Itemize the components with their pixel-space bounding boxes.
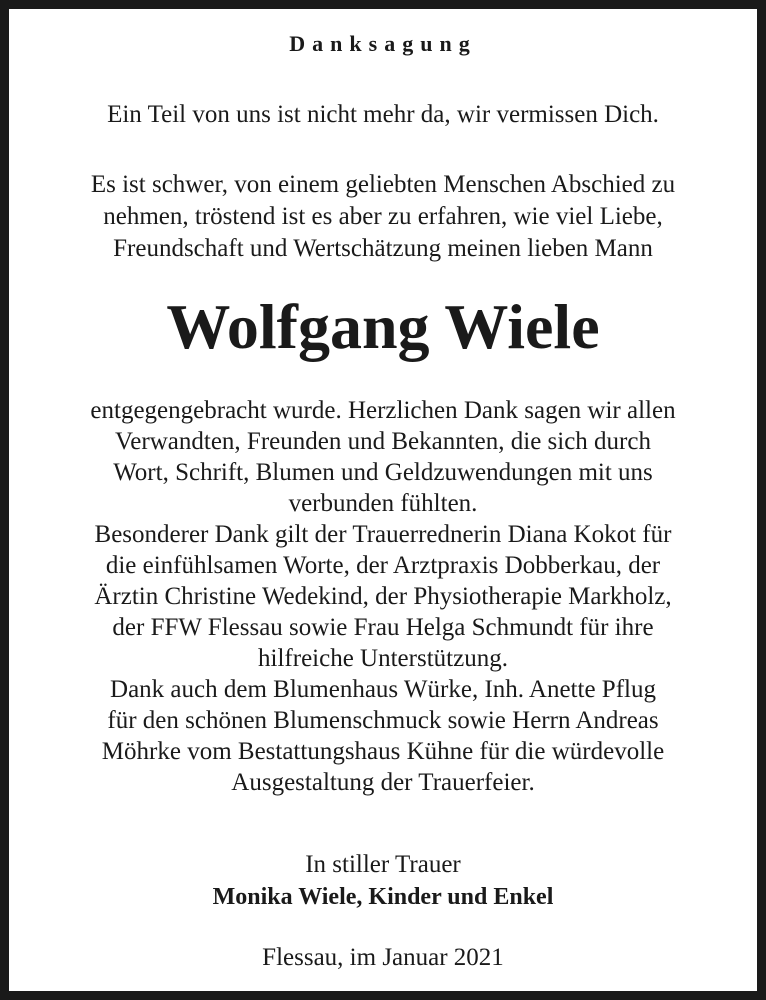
text-line: Es ist schwer, von einem geliebten Menschen Abschied zu [90, 171, 676, 198]
text-line: Wort, Schrift, Blumen und Geldzuwendungen mit uns [113, 459, 653, 486]
text-line: Besonderer Dank gilt der Trauerrednerin Diana Kokot für [94, 521, 672, 548]
text-line: nehmen, tröstend ist es aber zu erfahren, wie viel Liebe, [103, 203, 663, 230]
paragraph-after-name [9, 395, 757, 798]
text-line: Möhrke vom Bestattungshaus Kühne für die würdevolle [101, 738, 665, 765]
text-line: Freundschaft und Wertschätzung meinen lieben Mann [113, 235, 653, 262]
text-line: Dank auch dem Blumenhaus Würke, Inh. Anette Pflug [110, 676, 656, 703]
text-line: für den schönen Blumenschmuck sowie Herrn Andreas [107, 707, 659, 734]
mourning-line: In stiller Trauer [305, 851, 461, 878]
text-line: die einfühlsamen Worte, der Arztpraxis Dobberkau, der [105, 552, 661, 579]
paragraph-before-name [9, 169, 757, 265]
deceased-name: Wolfgang Wiele [166, 291, 600, 362]
family-signature: Monika Wiele, Kinder und Enkel [212, 884, 554, 910]
text-line: Ärztin Christine Wedekind, der Physiotherapie Markholz, [94, 583, 672, 610]
intro-line: Ein Teil von uns ist nicht mehr da, wir vermissen Dich. [107, 101, 659, 128]
text-line: der FFW Flessau sowie Frau Helga Schmundt für ihre [112, 614, 654, 641]
text-line: entgegengebracht wurde. Herzlichen Dank sagen wir allen [90, 397, 676, 424]
text-line: hilfreiche Unterstützung. [258, 645, 508, 672]
notice-title: Danksagung [289, 31, 477, 56]
text-line: verbunden fühlten. [288, 490, 478, 517]
text-line: Ausgestaltung der Trauerfeier. [231, 769, 535, 796]
place-and-date: Flessau, im Januar 2021 [262, 944, 504, 971]
text-line: Verwandten, Freunden und Bekannten, die sich durch [115, 428, 651, 455]
